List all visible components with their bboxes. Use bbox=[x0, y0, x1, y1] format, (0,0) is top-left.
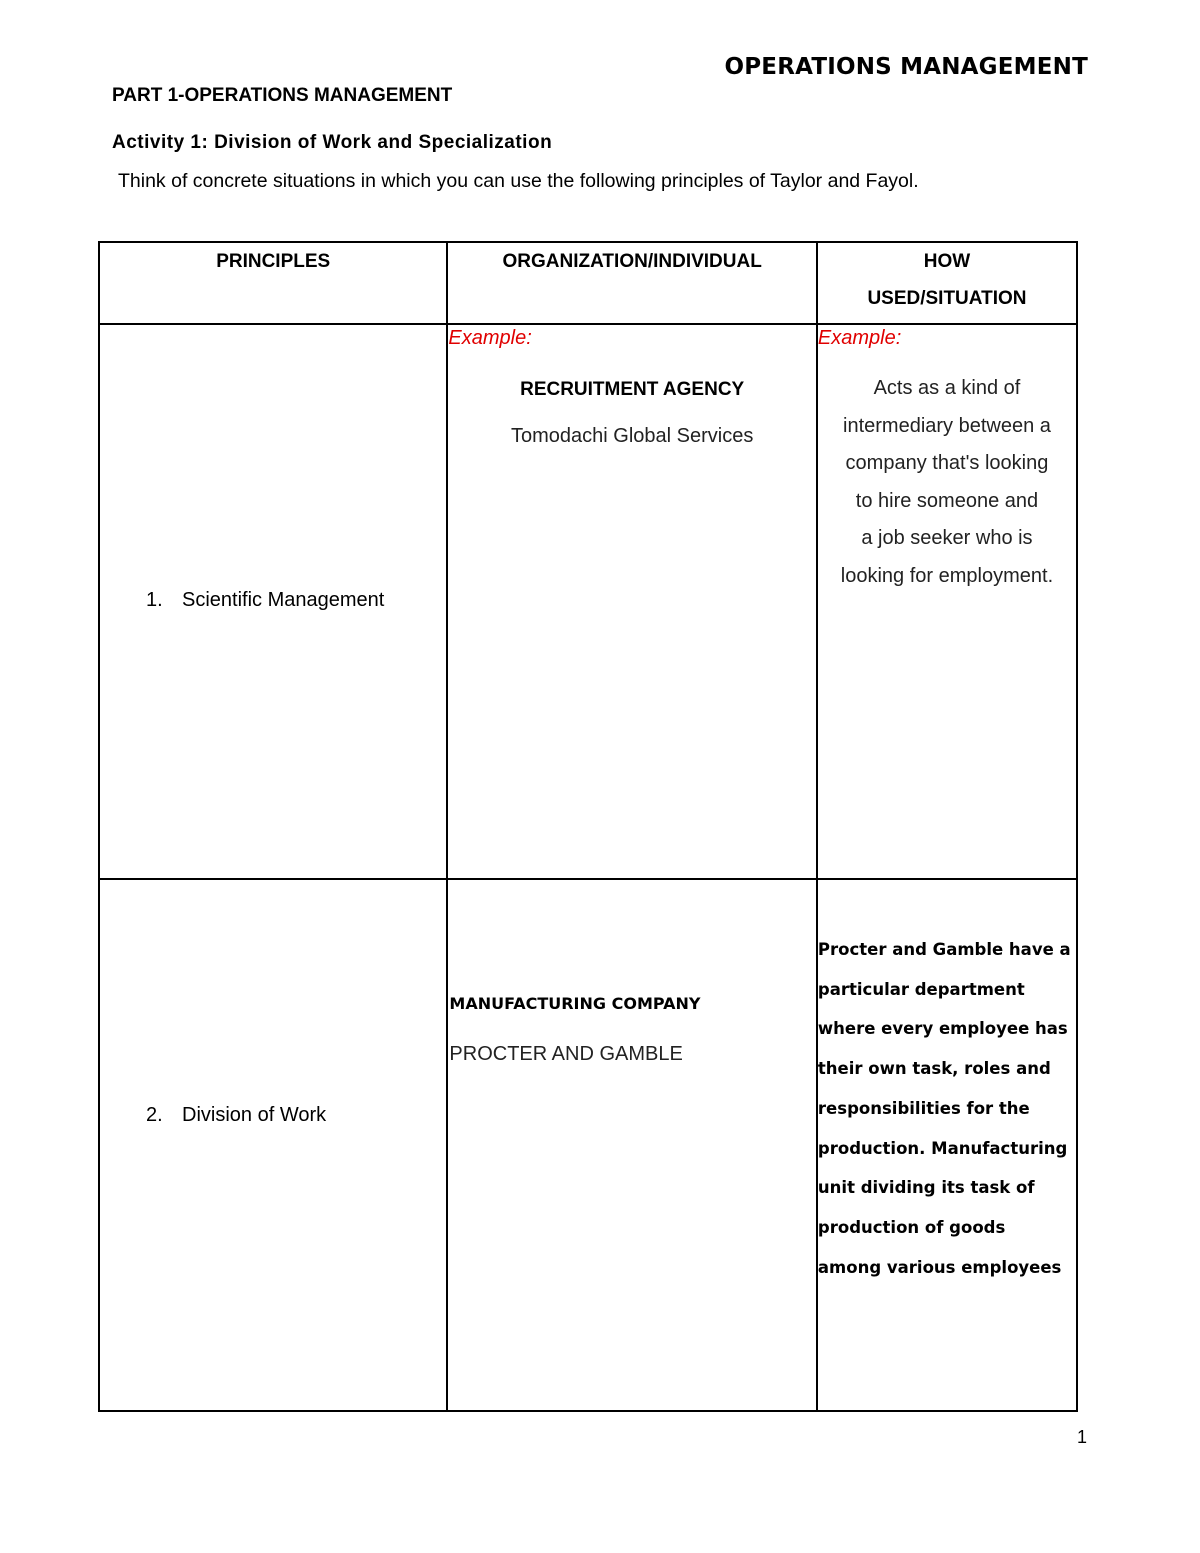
text-line: Procter and Gamble have a bbox=[817, 940, 1071, 959]
table-row bbox=[99, 324, 1077, 879]
text-line: looking for employment. bbox=[840, 564, 1054, 587]
how-used-text bbox=[818, 930, 1076, 1287]
header-how-used bbox=[817, 242, 1077, 324]
principle-label bbox=[146, 589, 384, 612]
activity-title: Activity 1: Division of Work and Specialization bbox=[112, 132, 553, 153]
principle-number: 1. bbox=[146, 589, 163, 611]
principle-name: Scientific Management bbox=[182, 589, 385, 611]
text-line: particular department bbox=[817, 979, 1025, 999]
organization-name: PROCTER AND GAMBLE bbox=[449, 1043, 683, 1065]
principle-cell bbox=[99, 879, 447, 1411]
header-organization: ORGANIZATION/INDIVIDUAL bbox=[447, 242, 817, 324]
text-line: production of goods bbox=[817, 1217, 1006, 1237]
example-label: Example: bbox=[448, 327, 532, 349]
text-line: their own task, roles and bbox=[817, 1059, 1051, 1079]
header-how-line1: HOW bbox=[923, 251, 971, 272]
principle-name: Division of Work bbox=[182, 1104, 327, 1126]
how-used-text bbox=[818, 370, 1076, 595]
principle-label bbox=[146, 1104, 326, 1127]
document-header-title: OPERATIONS MANAGEMENT bbox=[724, 54, 1088, 80]
how-used-cell bbox=[817, 324, 1077, 879]
header-principles: PRINCIPLES bbox=[99, 242, 447, 324]
organization-cell bbox=[447, 324, 817, 879]
table-row bbox=[99, 879, 1077, 1411]
text-line: intermediary between a bbox=[843, 414, 1051, 437]
text-line: where every employee has bbox=[817, 1019, 1068, 1039]
header-how-line2: USED/SITUATION bbox=[867, 288, 1027, 309]
table-header-row bbox=[99, 242, 1077, 324]
how-used-cell bbox=[817, 879, 1077, 1411]
instructions-text: Think of concrete situations in which you can use the following principles of Taylor and Fayol. bbox=[118, 170, 919, 192]
text-line: to hire someone and bbox=[855, 489, 1039, 512]
principle-cell bbox=[99, 324, 447, 879]
principles-table bbox=[98, 241, 1078, 1412]
principle-number: 2. bbox=[146, 1104, 163, 1126]
part-title: PART 1-OPERATIONS MANAGEMENT bbox=[112, 85, 453, 106]
example-label: Example: bbox=[817, 327, 902, 349]
organization-type: RECRUITMENT AGENCY bbox=[520, 379, 745, 400]
text-line: company that's looking bbox=[845, 452, 1049, 474]
text-line: production. Manufacturing bbox=[817, 1138, 1068, 1158]
text-line: a job seeker who is bbox=[861, 527, 1033, 549]
text-line: Acts as a kind of bbox=[873, 377, 1021, 399]
text-line: unit dividing its task of bbox=[817, 1178, 1035, 1198]
organization-name: Tomodachi Global Services bbox=[511, 425, 754, 447]
text-line: among various employees bbox=[817, 1257, 1062, 1277]
page-number: 1 bbox=[1076, 1427, 1087, 1447]
organization-cell bbox=[447, 879, 817, 1411]
organization-type: MANUFACTURING COMPANY bbox=[449, 994, 701, 1013]
text-line: responsibilities for the bbox=[817, 1098, 1030, 1118]
